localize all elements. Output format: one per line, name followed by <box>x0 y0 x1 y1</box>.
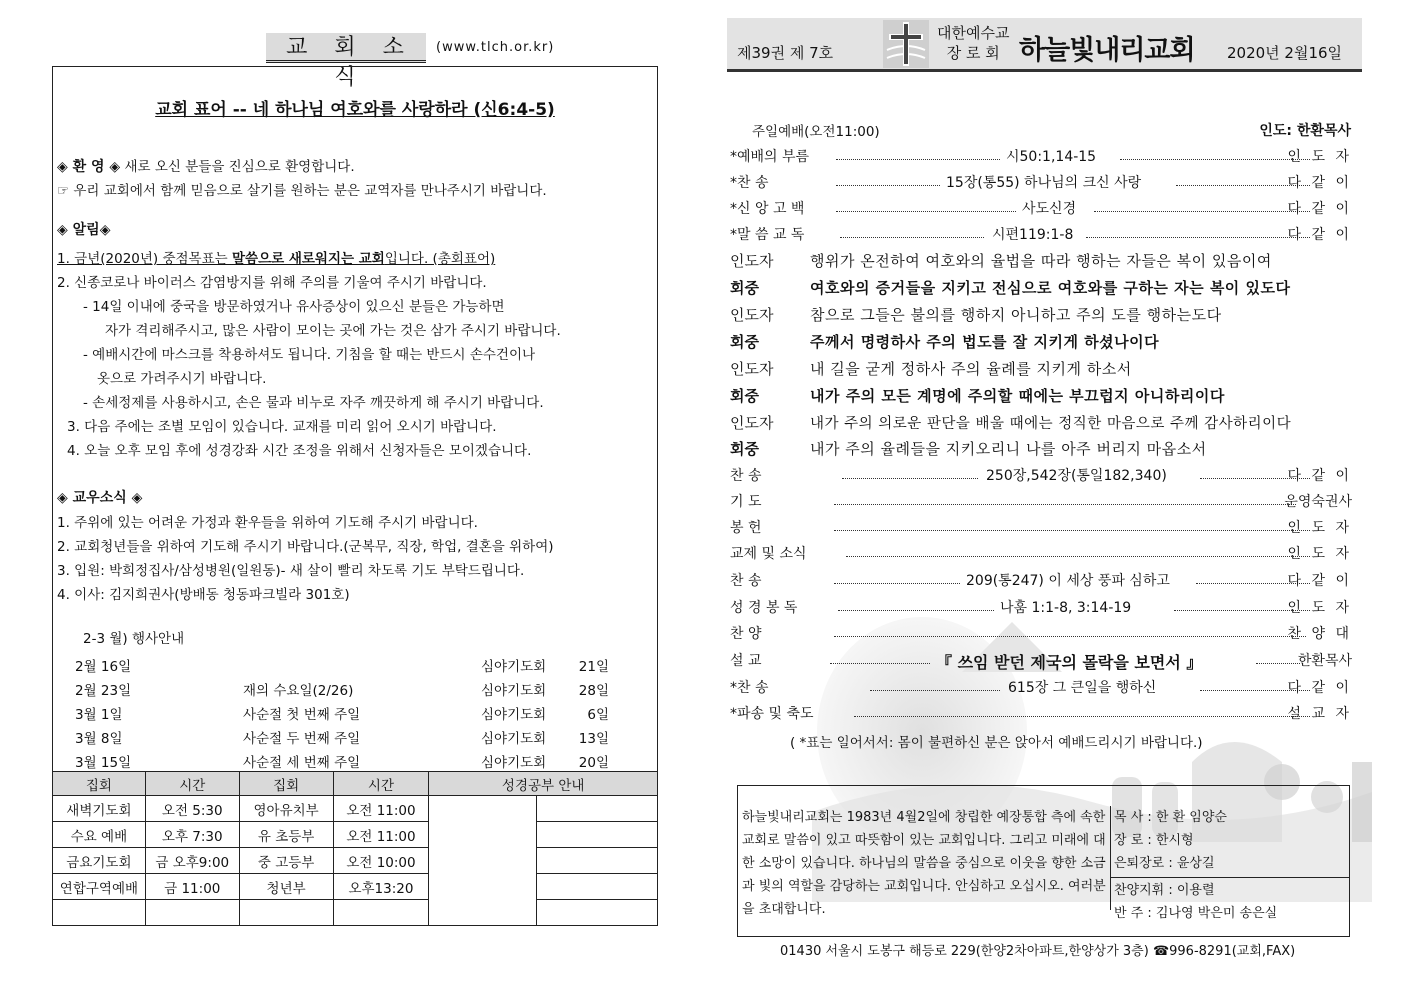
sermon-item: 설 교 『 쓰임 받던 제국의 몰락을 보면서 』 한환목사 <box>730 653 1352 672</box>
prayer-1: 1. 주위에 있는 어려운 가정과 환우들을 위하여 기도해 주시기 바랍니다. <box>57 515 478 531</box>
prayer-2: 2. 교회청년들을 위하여 기도해 주시기 바랍니다.(군복무, 직장, 학업, 결혼을 위하여) <box>57 539 554 555</box>
notice-2b-cont: 옷으로 가려주시기 바랍니다. <box>97 371 267 387</box>
church-news-page <box>0 0 700 992</box>
order-item: 찬 송 250장,542장(통일182,340) 다 같 이 <box>730 468 1352 484</box>
staff-list <box>1114 806 1350 925</box>
order-item: 찬 송 209(통247) 이 세상 풍파 심하고 다 같 이 <box>730 573 1352 589</box>
order-item: *예배의 부름 시50:1,14-15 인 도 자 <box>730 149 1352 165</box>
notice-2b: - 예배시간에 마스크를 착용하셔도 됩니다. 기침을 할 때는 반드시 손수건이나 <box>83 347 536 363</box>
table-row: 새벽기도회 오전 5:30 영아유치부 오전 11:00 <box>53 796 658 822</box>
welcome-line: ☞ 우리 교회에서 함께 믿음으로 살기를 원하는 분은 교역자를 만나주시기 바랍니다. <box>57 183 547 199</box>
order-item: 봉 헌 인 도 자 <box>730 520 1352 536</box>
event-row: 2월 16일 심야기도회 21일 <box>75 659 609 675</box>
worship-order-page <box>700 0 1403 992</box>
news-title: 교 회 소 식 <box>266 33 426 63</box>
staff-accompanist: 반 주 : 김나영 박은미 송은실 <box>1114 906 1278 921</box>
notice-2a: - 14일 이내에 중국을 방문하였거나 유사증상이 있으신 분들은 가능하면 <box>83 299 505 315</box>
order-item: 찬 양 찬 양 대 <box>730 626 1352 642</box>
events-title: 2-3 월) 행사안내 <box>83 631 185 647</box>
volume-number: 제39권 제 7호 <box>737 44 834 62</box>
table-row: 금요기도회 금 오후9:00 중 고등부 오전 10:00 <box>53 848 658 874</box>
denomination: 대한예수교 장 로 회 <box>937 24 1010 62</box>
table-header-row <box>53 772 658 796</box>
order-item: *찬 송 615장 그 큰일을 행하신 다 같 이 <box>730 680 1352 696</box>
bulletin-header <box>727 18 1362 72</box>
column-header: 성경공부 안내 <box>429 772 658 796</box>
order-item: 기 도 운영숙권사 <box>730 494 1352 510</box>
worship-leader: 인도: 한환목사 <box>1259 123 1351 139</box>
order-item: *찬 송 15장(통55) 하나님의 크신 사랑 다 같 이 <box>730 175 1352 191</box>
notice-1: 1. 금년(2020년) 중점목표는 말씀으로 새로워지는 교회입니다. (총회표어) <box>57 251 496 267</box>
standing-note: ( *표는 일어서서: 몸이 불편하신 분은 앉아서 예배드리시기 바랍니다.) <box>790 735 1203 751</box>
welcome-section: ◈ 환 영 ◈ 새로 오신 분들을 진심으로 환영합니다. <box>57 159 355 175</box>
event-row: 3월 8일 사순절 두 번째 주일 심야기도회 13일 <box>75 731 609 747</box>
website-url[interactable]: (www.tlch.or.kr) <box>436 40 555 55</box>
meeting-schedule-table <box>52 771 658 926</box>
order-item: *신 앙 고 백 사도신경 다 같 이 <box>730 201 1352 217</box>
responsive-line: 회중 내가 주의 모든 계명에 주의할 때에는 부끄럽지 아니하리이다 <box>730 387 1225 405</box>
responsive-line: 인도자 행위가 온전하여 여호와의 율법을 따라 행하는 자들은 복이 있음이여 <box>730 252 1272 270</box>
staff-retired-elder: 은퇴장로 : 윤상길 <box>1114 856 1215 871</box>
column-header: 시간 <box>333 772 429 796</box>
prayer-4: 4. 이사: 김지희권사(방배동 청동파크빌라 301호) <box>57 587 350 603</box>
notice-4: 4. 오늘 오후 모임 후에 성경강좌 시간 조정을 위해서 신청자들은 모이겠습니다. <box>67 443 532 459</box>
event-row: 2월 23일 재의 수요일(2/26) 심야기도회 28일 <box>75 683 609 699</box>
staff-pastor: 목 사 : 한 환 임양순 <box>1114 810 1227 825</box>
responsive-line: 인도자 참으로 그들은 불의를 행하지 아니하고 주의 도를 행하는도다 <box>730 306 1222 324</box>
responsive-line: 회중 내가 주의 율례들을 지키오리니 나를 아주 버리지 마옵소서 <box>730 440 1207 458</box>
prayer-3: 3. 입원: 박희정집사/삼성병원(일원동)- 새 살이 빨리 차도록 기도 부탁드립니다. <box>57 563 525 579</box>
prayer-heading: ◈ 교우소식 ◈ <box>57 490 143 506</box>
notice-2c: - 손세정제를 사용하시고, 손은 물과 비누로 자주 깨끗하게 해 주시기 바랍니다. <box>83 395 544 411</box>
staff-elder: 장 로 : 한시형 <box>1114 833 1194 848</box>
column-header: 집회 <box>239 772 333 796</box>
notice-heading: ◈ 알림◈ <box>57 222 111 238</box>
event-row: 3월 1일 사순절 첫 번째 주일 심야기도회 6일 <box>75 707 609 723</box>
responsive-line: 인도자 내 길을 굳게 정하사 주의 율례를 지키게 하소서 <box>730 360 1132 378</box>
bulletin-date: 2020년 2월16일 <box>1227 44 1343 62</box>
responsive-line: 회중 여호와의 증거들을 지키고 전심으로 여호와를 구하는 자는 복이 있도다 <box>730 279 1291 297</box>
table-row: 연합구역예배 금 11:00 청년부 오후13:20 <box>53 874 658 900</box>
column-header: 시간 <box>145 772 239 796</box>
church-motto: 교회 표어 -- 네 하나님 여호와를 사랑하라 (신6:4-5) <box>155 100 555 120</box>
notice-2: 2. 신종코로나 바이러스 감염방지를 위해 주의를 기울여 주시기 바랍니다. <box>57 275 487 291</box>
event-row: 3월 15일 사순절 세 번째 주일 심야기도회 20일 <box>75 755 609 771</box>
column-header: 집회 <box>53 772 146 796</box>
notice-2a-cont: 자가 격리해주시고, 많은 사람이 모이는 곳에 가는 것은 삼가 주시기 바랍니다. <box>105 323 561 339</box>
church-info-box <box>737 785 1350 937</box>
order-item: *말 씀 교 독 시편119:1-8 다 같 이 <box>730 227 1352 243</box>
church-name: 하늘빛내리교회 <box>1019 35 1195 66</box>
church-address: 01430 서울시 도봉구 해등로 229(한양2차아파트,한양상가 3층) ☎996-8291(교회,FAX) <box>780 944 1296 959</box>
order-item: 성 경 봉 독 나훔 1:1-8, 3:14-19 인 도 자 <box>730 600 1352 616</box>
worship-title: 주일예배(오전11:00) <box>752 124 880 140</box>
table-row: 수요 예배 오후 7:30 유 초등부 오전 11:00 <box>53 822 658 848</box>
church-cross-logo <box>883 20 929 68</box>
table-row <box>53 900 658 926</box>
order-item: *파송 및 축도 설 교 자 <box>730 706 1352 722</box>
responsive-line: 인도자 내가 주의 의로운 판단을 배울 때에는 정직한 마음으로 주께 감사하리이다 <box>730 414 1292 432</box>
staff-conductor: 찬양지휘 : 이용렬 <box>1114 883 1215 898</box>
order-item: 교제 및 소식 인 도 자 <box>730 546 1352 562</box>
notice-3: 3. 다음 주에는 조별 모임이 있습니다. 교재를 미리 읽어 오시기 바랍니다. <box>67 419 497 435</box>
church-description: 하늘빛내리교회는 1983년 4월2일에 창립한 예장통합 측에 속한 교회로 말씀이 있고 따뜻함이 있는 교회입니다. 그리고 미래에 대한 소망이 있습니다. 하나님의 말씀을 중심으로 이웃을 향한 소금과 빛의 역할을 감당하는 교회입니다. 안심하고 오십시오. 여러분을 초대합니다. <box>742 810 1106 917</box>
responsive-line: 회중 주께서 명령하사 주의 법도를 잘 지키게 하셨나이다 <box>730 333 1160 351</box>
